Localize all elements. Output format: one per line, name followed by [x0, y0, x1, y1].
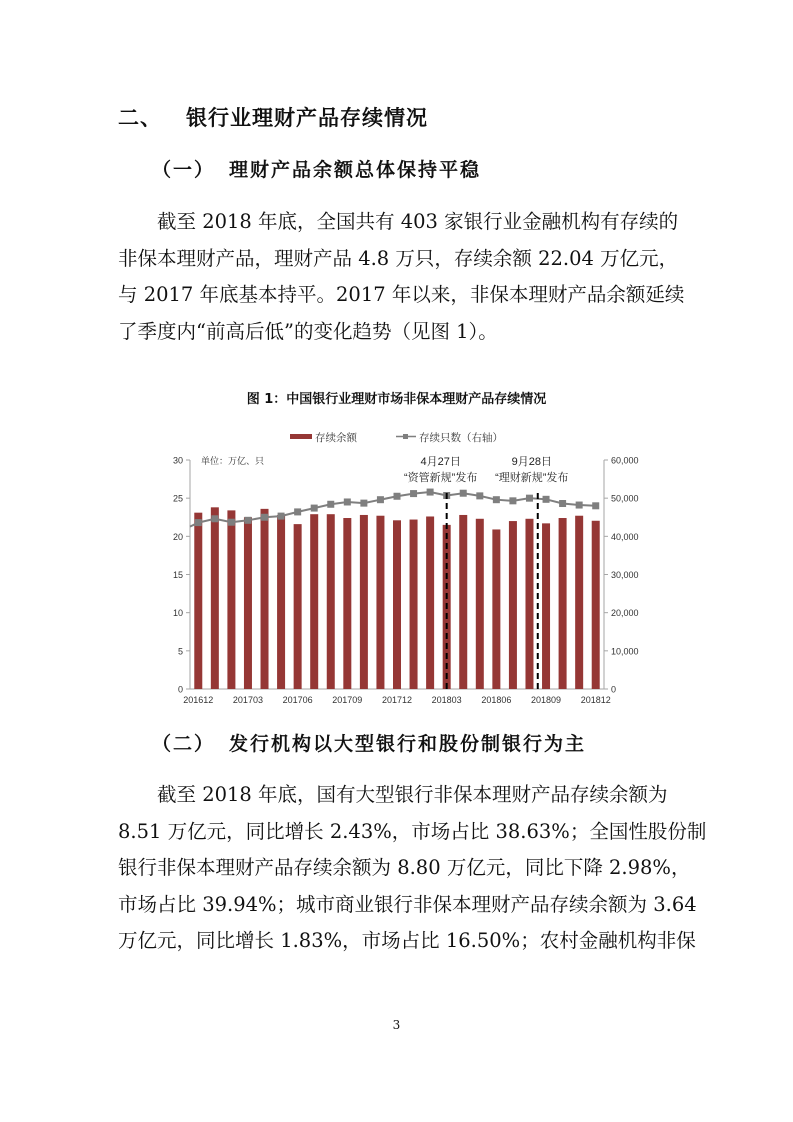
- y-tick-label: 25: [172, 493, 183, 504]
- paragraph-line: 万亿元，同比增长 1.83%，市场占比 16.50%；农村金融机构非保: [118, 929, 696, 952]
- line-marker: [410, 490, 417, 497]
- x-tick-label: 201706: [282, 695, 313, 705]
- x-tick-label: 201806: [481, 695, 512, 705]
- legend-line-marker: [403, 434, 408, 439]
- chart: [160, 420, 640, 714]
- line-marker: [244, 517, 251, 524]
- paragraph-2: [118, 777, 707, 960]
- paragraph-line: 了季度内“前高后低”的变化趋势（见图 1）。: [118, 319, 498, 343]
- y-right-tick-label: 50,000: [611, 493, 639, 504]
- line-marker: [228, 519, 235, 526]
- line-marker: [344, 498, 351, 505]
- line-marker: [476, 492, 483, 499]
- bar: [476, 519, 484, 689]
- annotation-date: 4月27日: [420, 456, 461, 468]
- y-right-tick-label: 10,000: [611, 646, 639, 657]
- bar: [492, 529, 500, 689]
- bar: [426, 516, 434, 689]
- legend-line-label: 存续只数（右轴）: [419, 432, 503, 444]
- y-right-tick-label: 60,000: [611, 455, 639, 466]
- line-marker: [278, 513, 285, 520]
- bar: [376, 516, 384, 689]
- bar: [227, 510, 235, 689]
- bar: [244, 517, 252, 689]
- annotation-text: “理财新规”发布: [495, 472, 569, 484]
- bar: [525, 519, 533, 689]
- bar: [559, 518, 567, 689]
- figure-title: 图 1：中国银行业理财市场非保本理财产品存续情况: [246, 392, 547, 407]
- annotation-date: 9月28日: [511, 456, 552, 468]
- subsection-title: 理财产品余额总体保持平稳: [229, 159, 482, 181]
- line-marker: [311, 505, 318, 512]
- bar: [509, 521, 517, 689]
- x-tick-label: 201812: [580, 695, 611, 705]
- line-marker: [294, 508, 301, 515]
- legend-bar-label: 存续余额: [315, 432, 357, 444]
- annotation-text: “资管新规”发布: [404, 472, 478, 484]
- section-number: 二、: [118, 106, 162, 130]
- legend-bar-swatch: [290, 434, 312, 439]
- line-marker: [211, 515, 218, 522]
- bar: [393, 520, 401, 689]
- y-tick-label: 20: [172, 531, 183, 542]
- line-marker: [526, 495, 533, 502]
- paragraph-line: 市场占比 39.94%；城市商业银行非保本理财产品存续余额为 3.64: [118, 892, 697, 916]
- line-marker: [592, 502, 599, 509]
- subsection-heading-2: [152, 729, 586, 756]
- section-title: 银行业理财产品存续情况: [186, 106, 428, 130]
- bar: [194, 513, 202, 689]
- bar: [327, 514, 335, 689]
- paragraph-line: 8.51 万亿元，同比增长 2.43%，市场占比 38.63%；全国性股份制: [118, 819, 707, 843]
- bar: [459, 515, 467, 689]
- subsection-heading-1: [152, 155, 481, 182]
- y-right-tick-label: 40,000: [611, 531, 639, 542]
- bar: [592, 521, 600, 689]
- chart-canvas: [160, 420, 640, 710]
- bar: [261, 509, 269, 689]
- line-marker: [327, 501, 334, 508]
- section-heading: [118, 102, 428, 132]
- chart-axes: [173, 455, 639, 705]
- bar: [542, 523, 550, 689]
- y-right-tick-label: 20,000: [611, 608, 639, 619]
- bar: [310, 514, 318, 689]
- bar: [575, 516, 583, 689]
- paragraph-line: 截至 2018 年底，全国共有 403 家银行业金融机构有存续的: [157, 210, 679, 233]
- bar: [277, 515, 285, 689]
- x-tick-label: 201712: [381, 695, 413, 705]
- bar: [410, 520, 418, 689]
- bar: [360, 515, 368, 689]
- y-tick-label: 30: [172, 455, 183, 466]
- line-marker: [543, 496, 550, 503]
- subsection-number: （一）: [152, 159, 216, 181]
- y-tick-label: 10: [172, 608, 183, 619]
- line-marker: [493, 496, 500, 503]
- line-marker: [427, 489, 434, 496]
- bar: [211, 507, 219, 689]
- subsection-number: （二）: [152, 733, 216, 755]
- subsection-title: 发行机构以大型银行和股份制银行为主: [229, 733, 587, 755]
- paragraph-line: 截至 2018 年底，国有大型银行非保本理财产品存续余额为: [157, 783, 668, 806]
- x-tick-label: 201803: [431, 695, 462, 705]
- line-marker: [460, 490, 467, 497]
- page-number: 3: [392, 1018, 401, 1032]
- x-tick-label: 201709: [332, 695, 363, 705]
- y-right-tick-label: 0: [611, 684, 617, 695]
- unit-note: 单位：万亿、只: [201, 456, 265, 466]
- bar: [343, 518, 351, 689]
- y-tick-label: 5: [177, 646, 183, 657]
- y-tick-label: 15: [172, 570, 183, 580]
- x-tick-label: 201612: [183, 695, 214, 705]
- line-marker: [576, 502, 583, 509]
- x-tick-label: 201809: [531, 695, 562, 705]
- line-marker: [394, 493, 401, 500]
- paragraph-line: 非保本理财产品，理财产品 4.8 万只，存续余额 22.04 万亿元，: [118, 246, 679, 270]
- line-marker: [559, 500, 566, 507]
- bar: [294, 524, 302, 689]
- paragraph-line: 银行非保本理财产品存续余额为 8.80 万亿元，同比下降 2.98%，: [118, 856, 691, 879]
- line-marker: [360, 500, 367, 507]
- y-tick-label: 0: [177, 684, 183, 695]
- paragraph-1: [118, 204, 685, 350]
- line-marker: [509, 497, 516, 504]
- line-marker: [261, 514, 268, 521]
- line-marker: [195, 519, 202, 526]
- x-tick-label: 201703: [232, 695, 263, 705]
- line-marker: [377, 496, 384, 503]
- y-right-tick-label: 30,000: [611, 570, 639, 580]
- chart-bars: [194, 507, 599, 689]
- chart-legend: [290, 431, 503, 444]
- paragraph-line: 与 2017 年底基本持平。2017 年以来，非保本理财产品余额延续: [118, 283, 685, 306]
